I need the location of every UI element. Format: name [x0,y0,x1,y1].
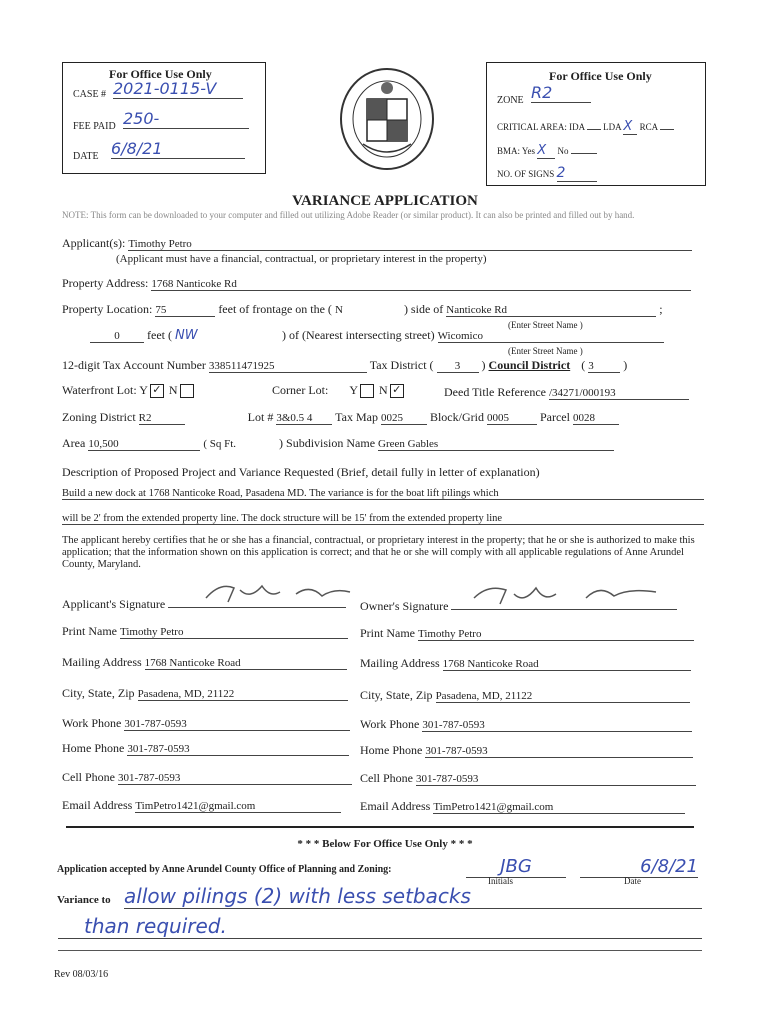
zoning-row [62,410,619,425]
office-date-field[interactable]: 6/8/21 [580,856,698,878]
office-bottom-title: * * * Below For Office Use Only * * * [297,838,473,850]
area-row [62,436,614,451]
waterfront-no-label: N [168,383,178,397]
tax-district-label: Tax District ( [369,358,434,372]
right-print-name-row [360,626,694,641]
case-number-field[interactable]: 2021-0115-V [113,79,243,99]
lot-field[interactable]: 3&0.5 4 [276,412,332,425]
left-work-phone-field[interactable]: 301-787-0593 [124,718,350,731]
corner-no-label: N [379,383,388,397]
bma-no-field[interactable] [571,153,597,154]
county-seal [337,64,437,174]
applicant-row [62,236,692,251]
owner-signature-label: Owner's Signature [360,599,449,613]
waterfront-label: Waterfront Lot: [62,383,137,397]
intersection-direction-field[interactable]: NW [174,328,198,343]
right-work-phone-field[interactable]: 301-787-0593 [422,719,692,732]
left-cell-phone-label: Cell Phone [62,770,115,784]
left-print-name-label: Print Name [62,624,117,638]
left-city-row [62,686,348,701]
block-label: Block/Grid [429,410,484,424]
subdivision-label: ) Subdivision Name [279,436,376,450]
left-cell-phone-row [62,770,352,785]
description-line-2[interactable]: will be 2' from the extended property line. The dock structure will be 15' from the extended property line [62,513,704,525]
street-name-field[interactable]: Nanticoke Rd [446,304,656,317]
right-cell-phone-label: Cell Phone [360,771,413,785]
right-work-phone-row [360,717,692,732]
certification-text: The applicant hereby certifies that he or she has a financial, contractual, or proprietary interest in the property; that he or she is authorized to make this application; that the information shown on this application is correct; and that he or she will comply with all applicable regulations of Anne Arundel County, Maryland. [62,535,695,570]
variance-line-2[interactable]: than required. [58,914,702,939]
applicant-label: Applicant(s): [62,236,126,250]
council-district-label: Council District [488,358,571,372]
left-email-row [62,798,341,813]
bma-row [497,143,597,159]
fee-paid-field[interactable]: 250- [123,109,249,129]
applicant-field[interactable]: Timothy Petro [128,238,692,251]
property-location-label: Property Location: [62,302,153,316]
subdivision-field[interactable]: Green Gables [378,438,614,451]
case-label: CASE # [73,89,107,100]
bma-no-label: No [557,146,569,156]
area-field[interactable]: 10,500 [88,438,200,451]
corner-label: Corner Lot: [272,383,329,397]
deed-row [444,385,689,400]
tax-map-label: Tax Map [335,410,378,424]
property-location-row: Property Location: 75 feet of frontage on the ( N ) side of Nanticoke Rd ; [62,302,663,316]
right-city-field[interactable]: Pasadena, MD, 21122 [436,690,690,703]
variance-label: Variance to [57,894,111,906]
revision-label: Rev 08/03/16 [54,969,109,980]
deed-label: Deed Title Reference [444,385,546,399]
office-use-left-box [62,62,266,174]
office-use-right-box [486,62,706,186]
left-city-label: City, State, Zip [62,686,135,700]
right-mailing-field[interactable]: 1768 Nanticoke Road [443,658,691,671]
tax-map-field[interactable]: 0025 [381,412,427,425]
lda-label: LDA [603,122,622,132]
nearest-street-label: ) of (Nearest intersecting street) [281,328,435,342]
tax-account-field[interactable]: 338511471925 [209,360,367,373]
critical-area-label: CRITICAL AREA: IDA [497,122,585,132]
zone-field[interactable]: R2 [531,83,591,103]
page-title: VARIANCE APPLICATION [292,193,478,209]
lot-label: Lot # [247,410,274,424]
nearest-street-field[interactable]: Wicomico [438,330,664,343]
zone-label: ZONE [497,95,524,106]
deed-field[interactable]: /34271/000193 [549,387,689,400]
bma-yes-field[interactable]: X [537,143,555,159]
side-of-label: ) side of [403,302,444,316]
area-unit-label: ( Sq Ft. [203,438,237,450]
applicant-note: (Applicant must have a financial, contractual, or proprietary interest in the property) [116,253,487,265]
left-work-phone-label: Work Phone [62,716,122,730]
signs-label: NO. OF SIGNS [497,169,555,179]
nearest-street-hint: (Enter Street Name ) [508,346,583,356]
right-mailing-label: Mailing Address [360,656,440,670]
waterfront-row [62,383,196,398]
form-note: NOTE: This form can be downloaded to your computer and filled out utilizing Adobe Reader (or similar product). It can also be printed and filled out by hand. [62,210,635,220]
applicant-signature-icon [200,578,360,608]
lda-field[interactable]: X [623,119,637,135]
office-use-left-title: For Office Use Only [109,67,212,81]
right-work-phone-label: Work Phone [360,717,420,731]
right-city-label: City, State, Zip [360,688,433,702]
accepted-label: Application accepted by Anne Arundel County Office of Planning and Zoning: [57,864,392,875]
right-home-phone-row [360,743,693,758]
bma-label: BMA: Yes [497,146,536,156]
left-home-phone-row [62,741,349,756]
left-print-name-field[interactable]: Timothy Petro [120,626,348,639]
corner-yes-label: Y [349,383,358,397]
date-field[interactable]: 6/8/21 [111,139,245,159]
date-label: DATE [73,151,99,162]
office-date-label: Date [624,876,641,886]
parcel-field[interactable]: 0028 [573,412,619,425]
left-home-phone-label: Home Phone [62,741,125,755]
left-city-field[interactable]: Pasadena, MD, 21122 [138,688,348,701]
waterfront-yes-checkbox[interactable]: ✓ [150,384,164,398]
feet-from-field[interactable]: 0 [90,330,144,343]
fee-paid-label: FEE PAID [73,121,116,132]
left-work-phone-row [62,716,350,731]
property-address-row [62,276,691,291]
right-mailing-row [360,656,691,671]
street-name-hint: (Enter Street Name ) [508,320,583,330]
left-cell-phone-field[interactable]: 301-787-0593 [118,772,352,785]
critical-area-row [497,119,674,135]
area-label: Area [62,436,86,450]
frontage-feet-field[interactable]: 75 [155,304,215,317]
left-mailing-label: Mailing Address [62,655,142,669]
corner-row [272,383,406,398]
corner-yes-checkbox[interactable] [360,384,374,398]
right-city-row [360,688,690,703]
tax-account-label: 12-digit Tax Account Number [62,358,206,372]
signs-field[interactable]: 2 [557,165,597,182]
property-address-field[interactable]: 1768 Nanticoke Rd [151,278,691,291]
right-home-phone-label: Home Phone [360,743,423,757]
right-print-name-label: Print Name [360,626,415,640]
left-mailing-field[interactable]: 1768 Nanticoke Road [145,657,347,670]
description-line-1[interactable]: Build a new dock at 1768 Nanticoke Road, Pasadena MD. The variance is for the boat lift pilings which [62,488,704,500]
right-email-row [360,799,685,814]
council-district-field[interactable]: 3 [588,360,620,373]
variance-line-1[interactable]: allow pilings (2) with less setbacks [124,884,702,909]
initials-field[interactable]: JBG [466,856,566,878]
signs-row [497,165,597,182]
description-label: Description of Proposed Project and Variance Requested (Brief, detail fully in letter of explanation) [62,465,540,479]
zoning-label: Zoning District [62,410,136,424]
ida-field[interactable] [587,129,601,130]
waterfront-no-checkbox[interactable] [180,384,194,398]
parcel-label: Parcel [539,410,570,424]
zoning-field[interactable]: R2 [139,412,185,425]
right-cell-phone-field[interactable]: 301-787-0593 [416,773,696,786]
intersection-row [90,328,664,343]
county-seal-icon [337,64,437,174]
frontage-direction-field[interactable]: N [334,304,343,316]
office-divider [66,826,694,828]
right-print-name-field[interactable]: Timothy Petro [418,628,694,641]
left-home-phone-field[interactable]: 301-787-0593 [127,743,349,756]
right-cell-phone-row [360,771,696,786]
block-field[interactable]: 0005 [487,412,537,425]
tax-district-field[interactable]: 3 [437,360,479,373]
initials-label: Initials [488,876,513,886]
frontage-label: feet of frontage on the ( [218,302,332,316]
left-email-label: Email Address [62,798,133,812]
right-email-field[interactable]: TimPetro1421@gmail.com [433,801,685,814]
right-home-phone-field[interactable]: 301-787-0593 [425,745,693,758]
variance-line-3[interactable] [58,950,702,951]
feet-from-label: feet ( [147,328,172,342]
owner-signature-icon [466,580,666,610]
left-mailing-row [62,655,347,670]
left-print-name-row [62,624,348,639]
rca-label: RCA [639,122,658,132]
applicant-signature-label: Applicant's Signature [62,597,166,611]
property-address-label: Property Address: [62,276,149,290]
corner-no-checkbox[interactable]: ✓ [390,384,404,398]
waterfront-yes-label: Y [139,383,148,397]
office-use-right-title: For Office Use Only [549,69,652,83]
rca-field[interactable] [660,129,674,130]
tax-row: 12-digit Tax Account Number 338511471925 Tax District ( 3 ) Council District ( 3 ) [62,358,628,372]
left-email-field[interactable]: TimPetro1421@gmail.com [135,800,341,813]
right-email-label: Email Address [360,799,431,813]
